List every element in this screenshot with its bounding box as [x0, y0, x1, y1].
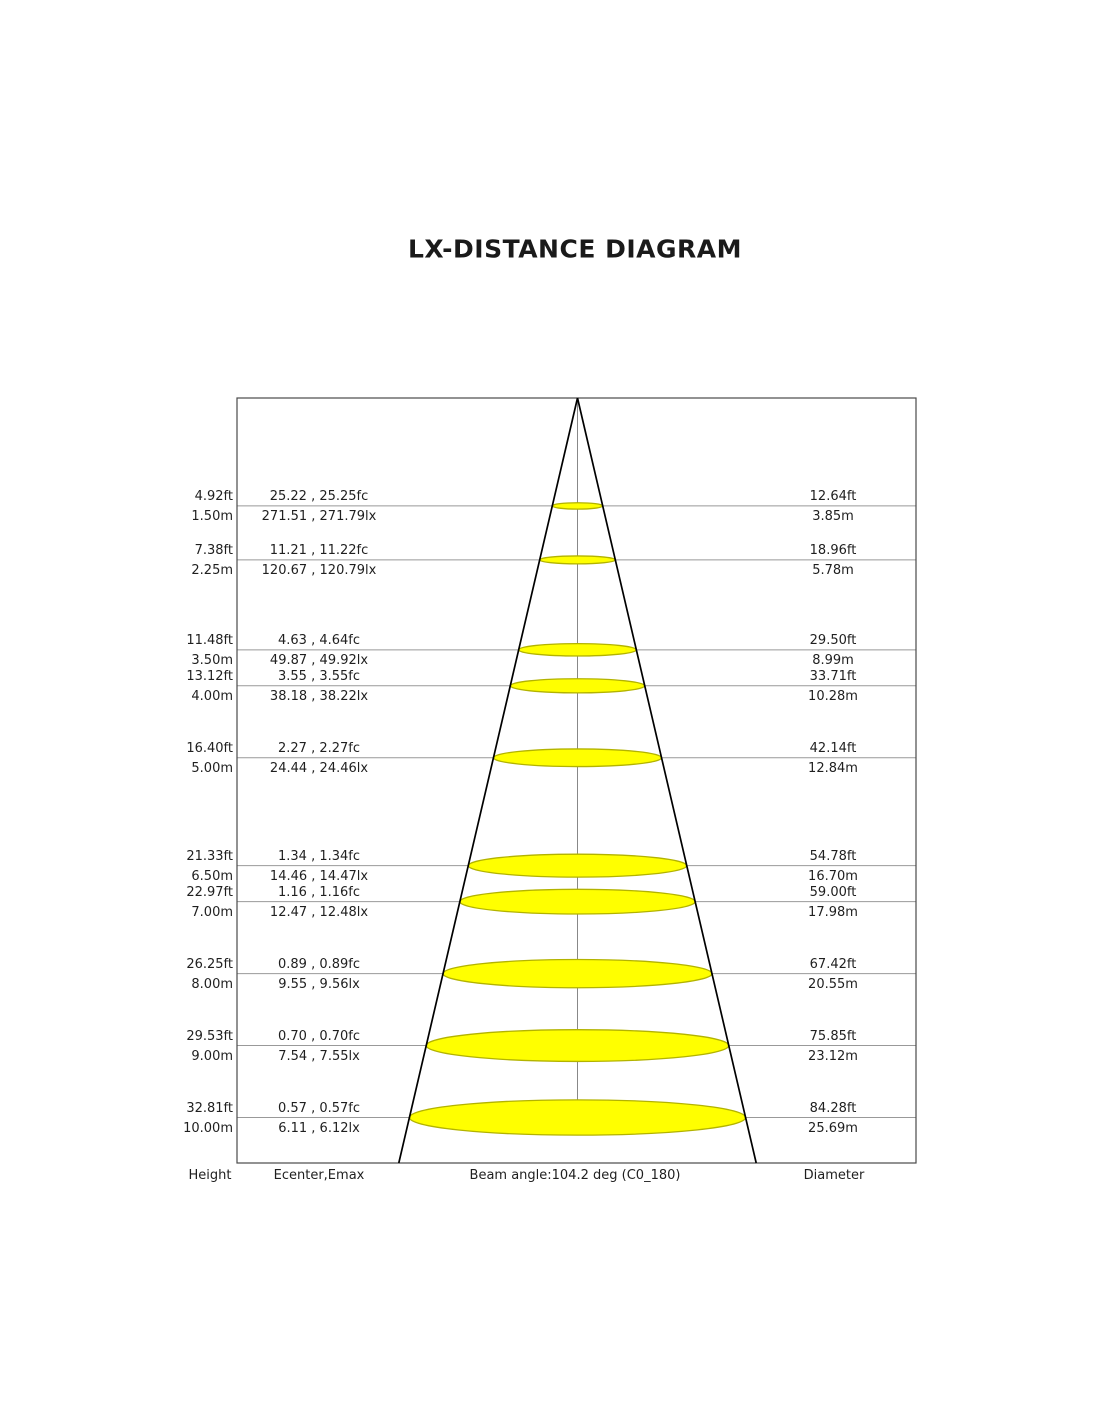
diameter-ft-label: 54.78ft [809, 848, 857, 864]
ecenter-lx-value: 38.18 , 38.22lx [269, 688, 369, 704]
footer-diameter-label: Diameter [803, 1168, 865, 1183]
beam-ellipse [443, 959, 712, 987]
height-ft-label: 4.92ft [194, 488, 233, 504]
diameter-ft-label: 59.00ft [809, 884, 857, 900]
ecenter-fc-value: 1.16 , 1.16fc [277, 884, 361, 900]
diameter-m-label: 10.28m [808, 688, 858, 704]
beam-ellipse [510, 679, 644, 693]
beam-ellipse [552, 503, 602, 509]
ecenter-fc-value: 0.70 , 0.70fc [277, 1028, 361, 1044]
diameter-m-label: 3.85m [812, 508, 854, 524]
beam-ellipse [426, 1030, 729, 1062]
diameter-m-label: 20.55m [808, 976, 858, 992]
ecenter-lx-value: 49.87 , 49.92lx [269, 652, 369, 668]
ecenter-fc-value: 3.55 , 3.55fc [277, 668, 361, 684]
diameter-m-label: 8.99m [812, 652, 854, 668]
beam-ellipse [468, 854, 686, 877]
ecenter-lx-value: 24.44 , 24.46lx [269, 760, 369, 776]
ecenter-fc-value: 0.89 , 0.89fc [277, 956, 361, 972]
height-ft-label: 29.53ft [186, 1028, 233, 1044]
height-m-label: 7.00m [191, 904, 233, 920]
ecenter-fc-value: 1.34 , 1.34fc [277, 848, 361, 864]
footer-height-label: Height [188, 1168, 232, 1183]
diameter-m-label: 17.98m [808, 904, 858, 920]
diameter-m-label: 16.70m [808, 868, 858, 884]
diameter-ft-label: 12.64ft [809, 488, 857, 504]
diameter-ft-label: 84.28ft [809, 1100, 857, 1116]
height-ft-label: 22.97ft [186, 884, 233, 900]
ecenter-lx-value: 14.46 , 14.47lx [269, 868, 369, 884]
height-m-label: 6.50m [191, 868, 233, 884]
height-ft-label: 26.25ft [186, 956, 233, 972]
ecenter-lx-value: 6.11 , 6.12lx [278, 1120, 360, 1136]
diameter-ft-label: 18.96ft [809, 542, 857, 558]
ecenter-fc-value: 25.22 , 25.25fc [269, 488, 369, 504]
page-title: LX-DISTANCE DIAGRAM [407, 234, 743, 264]
diameter-ft-label: 42.14ft [809, 740, 857, 756]
ecenter-lx-value: 120.67 , 120.79lx [261, 562, 377, 578]
height-m-label: 2.25m [191, 562, 233, 578]
diameter-ft-label: 75.85ft [809, 1028, 857, 1044]
beam-ellipse [540, 556, 616, 564]
ecenter-fc-value: 0.57 , 0.57fc [277, 1100, 361, 1116]
height-m-label: 3.50m [191, 652, 233, 668]
diameter-m-label: 25.69m [808, 1120, 858, 1136]
height-ft-label: 32.81ft [186, 1100, 233, 1116]
height-ft-label: 16.40ft [186, 740, 233, 756]
height-m-label: 9.00m [191, 1048, 233, 1064]
diameter-ft-label: 67.42ft [809, 956, 857, 972]
height-m-label: 8.00m [191, 976, 233, 992]
height-m-label: 4.00m [191, 688, 233, 704]
ecenter-lx-value: 7.54 , 7.55lx [278, 1048, 360, 1064]
diameter-m-label: 12.84m [808, 760, 858, 776]
ecenter-lx-value: 271.51 , 271.79lx [261, 508, 377, 524]
ecenter-lx-value: 12.47 , 12.48lx [269, 904, 369, 920]
beam-ellipse [409, 1100, 745, 1135]
height-ft-label: 7.38ft [194, 542, 233, 558]
footer-ecenter-emax-label: Ecenter,Emax [273, 1168, 365, 1183]
height-ft-label: 21.33ft [186, 848, 233, 864]
diameter-m-label: 23.12m [808, 1048, 858, 1064]
ecenter-fc-value: 11.21 , 11.22fc [269, 542, 369, 558]
ecenter-fc-value: 4.63 , 4.64fc [277, 632, 361, 648]
beam-ellipse [493, 749, 661, 767]
height-m-label: 10.00m [183, 1120, 233, 1136]
height-m-label: 5.00m [191, 760, 233, 776]
diameter-ft-label: 33.71ft [809, 668, 857, 684]
footer-beam-angle-label: Beam angle:104.2 deg (C0_180) [469, 1168, 681, 1183]
beam-ellipse [519, 644, 637, 656]
ecenter-fc-value: 2.27 , 2.27fc [277, 740, 361, 756]
height-m-label: 1.50m [191, 508, 233, 524]
diameter-m-label: 5.78m [812, 562, 854, 578]
height-ft-label: 13.12ft [186, 668, 233, 684]
beam-ellipse [460, 889, 695, 914]
height-ft-label: 11.48ft [186, 632, 233, 648]
ecenter-lx-value: 9.55 , 9.56lx [278, 976, 360, 992]
diameter-ft-label: 29.50ft [809, 632, 857, 648]
